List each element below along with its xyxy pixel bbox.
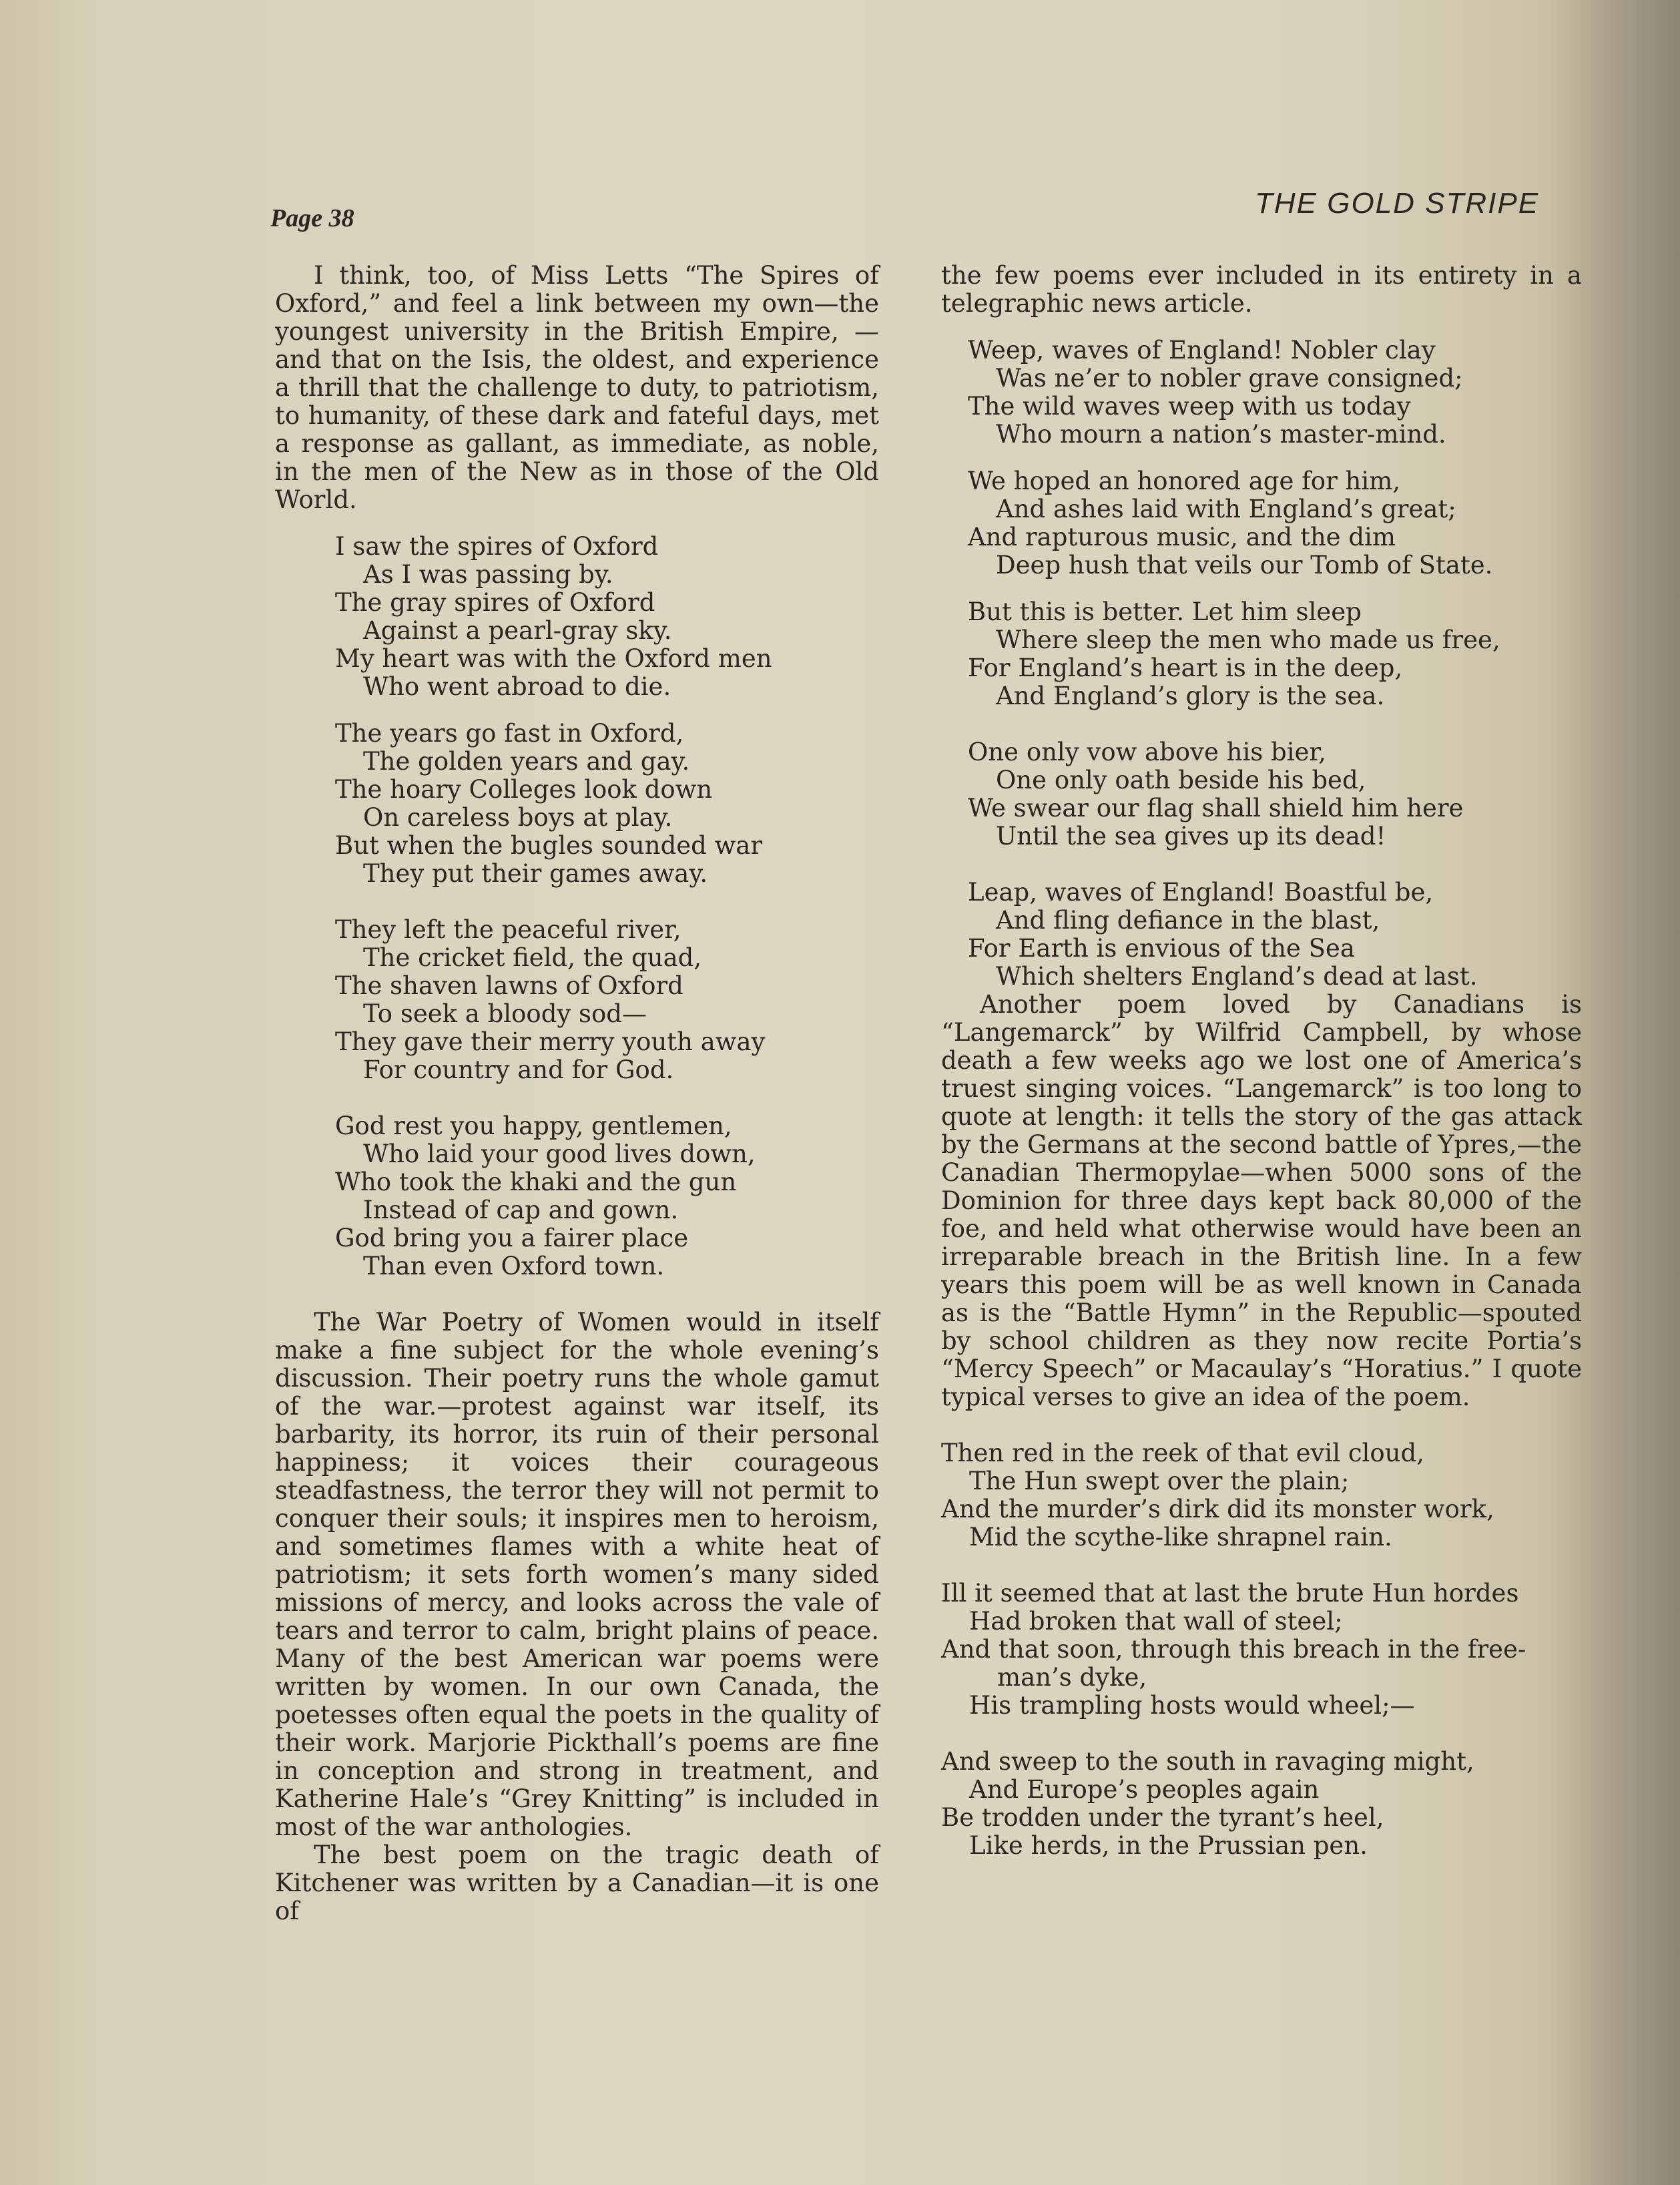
kitchener-paragraph: The best poem on the tragic death of Kitchener was written by a Canadian—it is one of xyxy=(275,1841,879,1925)
poem-line: Who took the khaki and the gun xyxy=(335,1168,737,1196)
poem-line: Who went abroad to die. xyxy=(363,672,671,701)
poem-line: And fling defiance in the blast, xyxy=(996,906,1380,935)
poem-line: They left the peaceful river, xyxy=(335,915,681,944)
poem-line: But this is better. Let him sleep xyxy=(968,597,1362,626)
poem-line: As I was passing by. xyxy=(363,560,613,589)
poem-line: Than even Oxford town. xyxy=(363,1252,665,1280)
poem-line: Deep hush that veils our Tomb of State. xyxy=(996,551,1493,579)
poem-line: For Earth is envious of the Sea xyxy=(968,934,1355,963)
poem-line: Mid the scythe-like shrapnel rain. xyxy=(969,1523,1392,1551)
oxford-poem xyxy=(275,533,879,1280)
poem-line: They gave their merry youth away xyxy=(335,1027,766,1056)
poem-line: For country and for God. xyxy=(363,1055,674,1084)
poem-line: Ill it seemed that at last the brute Hun hordes xyxy=(941,1579,1519,1608)
poem-line: Then red in the reek of that evil cloud, xyxy=(941,1439,1424,1467)
continuation-paragraph: the few poems ever included in its entirety in a telegraphic news article. xyxy=(941,261,1582,318)
poem-stanza xyxy=(968,598,1582,710)
poem-line: God rest you happy, gentlemen, xyxy=(335,1112,732,1140)
poem-stanza xyxy=(941,1439,1582,1551)
poem-line: The shaven lawns of Oxford xyxy=(335,971,683,1000)
poem-line: And that soon, through this breach in the free- xyxy=(941,1635,1526,1664)
poem-line: The wild waves weep with us today xyxy=(968,392,1411,421)
poem-stanza xyxy=(968,738,1582,851)
poem-line: Which shelters England’s dead at last. xyxy=(996,962,1478,991)
kitchener-poem xyxy=(941,336,1582,991)
poem-line: I saw the spires of Oxford xyxy=(335,532,659,561)
poem-line: Was ne’er to nobler grave consigned; xyxy=(996,364,1463,393)
poem-line: And rapturous music, and the dim xyxy=(968,523,1396,551)
poem-stanza xyxy=(335,533,879,701)
right-column xyxy=(941,262,1582,1860)
poem-stanza xyxy=(968,467,1582,579)
poem-line: And ashes laid with England’s great; xyxy=(996,495,1456,523)
poem-line: One only oath beside his bed, xyxy=(996,766,1366,794)
poem-line: The hoary Colleges look down xyxy=(335,775,713,804)
poem-line: We swear our flag shall shield him here xyxy=(968,794,1464,822)
poem-line: And Europe’s peoples again xyxy=(969,1775,1320,1804)
left-column xyxy=(275,262,879,1925)
poem-line: The gray spires of Oxford xyxy=(335,588,655,617)
poem-line: And England’s glory is the sea. xyxy=(996,682,1385,710)
poem-line: Had broken that wall of steel; xyxy=(969,1607,1343,1636)
langemarck-poem xyxy=(941,1439,1582,1860)
poem-line: We hoped an honored age for him, xyxy=(968,467,1401,495)
poem-line: Instead of cap and gown. xyxy=(363,1196,679,1224)
poem-line: His trampling hosts would wheel;— xyxy=(969,1691,1415,1720)
poem-line: They put their games away. xyxy=(363,859,708,888)
poem-line: The cricket field, the quad, xyxy=(363,943,702,972)
poem-stanza xyxy=(968,336,1582,449)
magazine-title: THE GOLD STRIPE xyxy=(1255,187,1540,220)
poem-line: man’s dyke, xyxy=(997,1663,1147,1692)
poem-line: My heart was with the Oxford men xyxy=(335,644,772,673)
page-number: Page 38 xyxy=(270,204,354,232)
poem-line: One only vow above his bier, xyxy=(968,738,1326,766)
poem-line: Who laid your good lives down, xyxy=(363,1140,756,1168)
poem-line: Leap, waves of England! Boastful be, xyxy=(968,878,1434,907)
poem-stanza xyxy=(335,916,879,1084)
poem-line: The golden years and gay. xyxy=(363,747,690,776)
poem-line: Be trodden under the tyrant’s heel, xyxy=(941,1803,1384,1832)
poem-line: For England’s heart is in the deep, xyxy=(968,654,1403,682)
war-poetry-paragraph: The War Poetry of Women would in itself make a fine subject for the whole evening’s discussion. Their poetry runs the whole gamut of the war.—protest against war itself, its barbarity, its horror, its ruin of their personal happiness; it voices their courageous steadfastness, the terror they will not permit to conquer their souls; it inspires men to heroism, and sometimes flames with a white heat of patriotism; it sets forth women’s many sided missions of mercy, and looks across the vale of tears and terror to calm, bright plains of peace. Many of the best American war poems were written by women. In our own Canada, the poetesses often equal the poets in the quality of their work. Marjorie Pickthall’s poems are fine in conception and strong in treatment, and Katherine Hale’s “Grey Knitting” is included in most of the war anthologies. xyxy=(275,1308,879,1841)
poem-line: The Hun swept over the plain; xyxy=(969,1467,1350,1495)
poem-line: Until the sea gives up its dead! xyxy=(996,822,1386,851)
poem-line: Who mourn a nation’s master-mind. xyxy=(996,420,1446,449)
poem-line: God bring you a fairer place xyxy=(335,1224,689,1252)
poem-line: To seek a bloody sod— xyxy=(363,999,647,1028)
poem-line: Against a pearl-gray sky. xyxy=(363,616,672,645)
poem-line: But when the bugles sounded war xyxy=(335,831,763,860)
poem-line: And sweep to the south in ravaging might, xyxy=(941,1747,1474,1776)
intro-paragraph: I think, too, of Miss Letts “The Spires of Oxford,” and feel a link between my own—the youngest university in the British Empire, —and that on the Isis, the oldest, and experience a thrill that the challenge to duty, to patriotism, to humanity, of these dark and fateful days, met a response as gallant, as immediate, as noble, in the men of the New as in those of the Old World. xyxy=(275,261,879,514)
poem-line: Like herds, in the Prussian pen. xyxy=(969,1831,1368,1860)
poem-stanza xyxy=(335,1112,879,1280)
poem-line: The years go fast in Oxford, xyxy=(335,719,684,748)
poem-stanza xyxy=(968,879,1582,991)
poem-stanza xyxy=(941,1580,1582,1720)
poem-stanza xyxy=(335,720,879,888)
langemarck-paragraph: Another poem loved by Canadians is “Langemarck” by Wilfrid Campbell, by whose death a few weeks ago we lost one of America’s truest singing voices. “Langemarck” is too long to quote at length: it tells the story of the gas attack by the Germans at the second battle of Ypres,—the Canadian Thermopylae—when 5000 sons of the Dominion for three days kept back 80,000 of the foe, and held what otherwise would have been an irreparable breach in the British line. In a few years this poem will be as well known in Canada as is the “Battle Hymn” in the Republic—spouted by school children as they now recite Portia’s “Mercy Speech” or Macaulay’s “Horatius.” I quote typical verses to give an idea of the poem. xyxy=(941,990,1582,1411)
poem-line: On careless boys at play. xyxy=(363,803,673,832)
poem-line: Weep, waves of England! Nobler clay xyxy=(968,336,1436,365)
poem-line: Where sleep the men who made us free, xyxy=(996,626,1500,654)
poem-line: And the murder’s dirk did its monster work, xyxy=(941,1495,1494,1523)
poem-stanza xyxy=(941,1748,1582,1860)
